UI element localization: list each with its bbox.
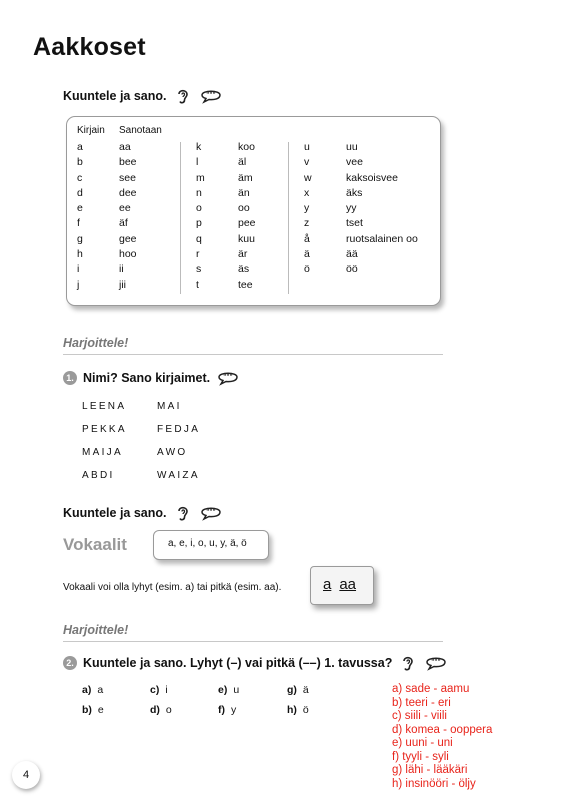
- item-vowel: a: [97, 684, 104, 696]
- name-item: FEDJA: [157, 424, 201, 435]
- section1-instruction: Kuuntele ja sano. """: [63, 86, 223, 106]
- alphabet-row: [304, 201, 418, 216]
- exercise-number-badge: 1.: [63, 371, 77, 385]
- long-vowel-example: aa: [339, 576, 357, 593]
- divider: [63, 354, 443, 355]
- answer-item: b) teeri - eri: [392, 696, 451, 709]
- names-list-right: [157, 401, 200, 493]
- letter: m: [196, 171, 205, 184]
- pronunciation: är: [238, 248, 248, 261]
- pronunciation: äks: [346, 186, 363, 199]
- letter: a: [77, 141, 83, 153]
- pronunciation: öö: [346, 263, 358, 276]
- letter: q: [196, 232, 202, 245]
- ear-icon: [173, 86, 193, 106]
- alphabet-row: [304, 216, 418, 231]
- speech-bubble-icon: [199, 86, 223, 106]
- item-label: c): [150, 684, 160, 696]
- alphabet-row: [304, 262, 418, 277]
- exercise-number-badge: 2.: [63, 656, 77, 670]
- pronunciation: uu: [346, 141, 358, 153]
- alphabet-row: [196, 201, 256, 216]
- letter: ä: [304, 248, 310, 261]
- divider: [63, 641, 443, 642]
- alphabet-row: [304, 247, 418, 262]
- pronunciation: äf: [119, 217, 128, 230]
- short-vowel-example: a: [323, 576, 332, 593]
- pronunciation: dee: [119, 186, 137, 199]
- pronunciation: aa: [119, 141, 131, 153]
- vowels-box: [153, 530, 269, 560]
- practice-heading: Harjoittele!: [63, 336, 129, 350]
- alphabet-row: [304, 171, 418, 186]
- page-number: 4: [12, 761, 40, 789]
- pronunciation: hoo: [119, 248, 137, 261]
- exercise2-item: [218, 704, 236, 716]
- alphabet-header: Kirjain Sanotaan: [77, 125, 162, 136]
- alphabet-row: [304, 186, 418, 201]
- svg-text:""": """: [205, 91, 216, 99]
- column-divider: [288, 142, 289, 294]
- alphabet-row: [196, 278, 256, 293]
- pronunciation: ruotsalainen oo: [346, 232, 418, 245]
- name-item: LEENA: [82, 401, 127, 412]
- letter: o: [196, 202, 202, 215]
- answer-item: f) tyyli - syli: [392, 750, 449, 763]
- alphabet-row: [77, 262, 137, 277]
- item-label: h): [287, 704, 297, 716]
- pronunciation: äs: [238, 263, 250, 276]
- alphabet-row: [77, 186, 137, 201]
- pronunciation: tee: [238, 278, 253, 291]
- page-title: Aakkoset: [33, 33, 146, 61]
- names-list-left: [82, 401, 127, 493]
- alphabet-row: [196, 216, 256, 231]
- alphabet-row: [196, 155, 256, 170]
- pronunciation: äm: [238, 171, 253, 184]
- pronunciation: vee: [346, 156, 363, 169]
- alphabet-row: [196, 262, 256, 277]
- svg-text:""": """: [205, 508, 216, 516]
- alphabet-row: [77, 140, 137, 155]
- exercise2-item: [287, 684, 309, 696]
- name-item: PEKKA: [82, 424, 127, 435]
- svg-text:""": """: [223, 373, 233, 381]
- letter: n: [196, 186, 202, 199]
- alphabet-row: [77, 247, 137, 262]
- answer-item: g) lähi - lääkäri: [392, 764, 468, 776]
- alphabet-box: [66, 116, 441, 306]
- letter: z: [304, 217, 310, 230]
- pronunciation: oo: [238, 202, 250, 215]
- pronunciation: kaksoisvee: [346, 171, 398, 184]
- column-divider: [180, 142, 181, 294]
- pronunciation: pee: [238, 217, 256, 230]
- item-label: d): [150, 704, 160, 716]
- letter: u: [304, 141, 310, 153]
- item-label: f): [218, 704, 225, 716]
- alphabet-row: [77, 155, 137, 170]
- alphabet-row: [77, 171, 137, 186]
- answer-item: a) sade - aamu: [392, 683, 470, 695]
- letter: ö: [304, 263, 310, 276]
- letter: r: [196, 248, 200, 261]
- speech-bubble-icon: [424, 653, 448, 673]
- letter: l: [196, 156, 199, 169]
- answer-item: c) siili - viili: [392, 710, 447, 722]
- letter: d: [77, 186, 83, 199]
- answer-item: h) insinööri - öljy: [392, 777, 476, 790]
- letter: t: [196, 278, 199, 291]
- alphabet-row: [77, 216, 137, 231]
- alphabet-row: [77, 278, 137, 293]
- name-item: MAI: [157, 401, 182, 412]
- vowel-explanation: Vokaali voi olla lyhyt (esim. a) tai pitkä (esim. aa).: [63, 582, 282, 593]
- answer-item: e) uuni - uni: [392, 737, 453, 749]
- pronunciation: gee: [119, 232, 137, 245]
- letter: i: [77, 263, 80, 276]
- vowels-heading: Vokaalit: [63, 535, 127, 554]
- name-item: ABDI: [82, 470, 115, 481]
- alphabet-column-1: [77, 140, 137, 293]
- letter: å: [304, 232, 310, 245]
- letter: b: [77, 156, 83, 169]
- name-item: AWO: [157, 447, 188, 458]
- pronunciation: yy: [346, 202, 357, 215]
- item-label: e): [218, 684, 228, 696]
- pronunciation: ee: [119, 202, 131, 215]
- alphabet-row: [304, 140, 418, 155]
- pronunciation: koo: [238, 141, 255, 153]
- letter: p: [196, 217, 202, 230]
- alphabet-row: [77, 232, 137, 247]
- exercise2-item: [287, 704, 309, 716]
- letter: s: [196, 263, 202, 276]
- pronunciation: kuu: [238, 232, 255, 245]
- exercise2-item: [218, 684, 239, 696]
- name-item: MAIJA: [82, 447, 123, 458]
- alphabet-row: [77, 201, 137, 216]
- speech-bubble-icon: [199, 503, 223, 523]
- item-vowel: e: [97, 704, 104, 716]
- vowel-length-box: [310, 566, 374, 605]
- item-label: b): [82, 704, 92, 716]
- letter: h: [77, 248, 83, 261]
- letter: c: [77, 171, 83, 184]
- section2-instruction: Kuuntele ja sano. """: [63, 503, 223, 523]
- alphabet-column-2: [196, 140, 256, 293]
- pronunciation: see: [119, 171, 136, 184]
- item-label: g): [287, 684, 297, 696]
- pronunciation: bee: [119, 156, 137, 169]
- exercise1-instruction: 1. Nimi? Sano kirjaimet. """: [63, 368, 240, 388]
- exercise2-item: [150, 684, 168, 696]
- letter: y: [304, 202, 310, 215]
- alphabet-row: [304, 155, 418, 170]
- letter: e: [77, 202, 83, 215]
- alphabet-column-3: [304, 140, 418, 278]
- alphabet-row: [196, 140, 256, 155]
- item-vowel: o: [165, 704, 172, 716]
- item-label: a): [82, 684, 92, 696]
- ear-icon: [398, 653, 418, 673]
- exercise2-item: [82, 704, 104, 716]
- item-vowel: ä: [302, 684, 309, 696]
- answer-list: [392, 683, 492, 791]
- pronunciation: ii: [119, 263, 124, 276]
- name-item: WAIZA: [157, 470, 200, 481]
- exercise2-item: [150, 704, 172, 716]
- exercise2-instruction: 2. Kuuntele ja sano. Lyhyt (–) vai pitkä (––) 1. tavussa? """: [63, 653, 448, 673]
- pronunciation: äl: [238, 156, 247, 169]
- answer-item: d) komea - ooppera: [392, 723, 493, 736]
- pronunciation: jii: [119, 278, 126, 291]
- alphabet-row: [196, 171, 256, 186]
- alphabet-row: [196, 186, 256, 201]
- letter: x: [304, 186, 310, 199]
- speech-bubble-icon: [216, 368, 240, 388]
- letter: v: [304, 156, 310, 169]
- item-vowel: i: [165, 684, 168, 696]
- alphabet-row: [196, 232, 256, 247]
- letter: k: [196, 141, 202, 153]
- pronunciation: än: [238, 186, 250, 199]
- item-vowel: y: [231, 704, 237, 716]
- pronunciation: ää: [346, 248, 358, 261]
- letter: j: [77, 278, 80, 291]
- practice-heading: Harjoittele!: [63, 623, 129, 637]
- letter: w: [304, 171, 312, 184]
- alphabet-row: [304, 232, 418, 247]
- vowels-list: a, e, i, o, u, y, ä, ö: [168, 538, 247, 549]
- pronunciation: tset: [346, 217, 363, 230]
- alphabet-row: [196, 247, 256, 262]
- letter: f: [77, 217, 80, 230]
- item-vowel: ö: [302, 704, 309, 716]
- svg-text:""": """: [431, 658, 442, 666]
- exercise2-item: [82, 684, 103, 696]
- ear-icon: [173, 503, 193, 523]
- letter: g: [77, 232, 83, 245]
- item-vowel: u: [233, 684, 240, 696]
